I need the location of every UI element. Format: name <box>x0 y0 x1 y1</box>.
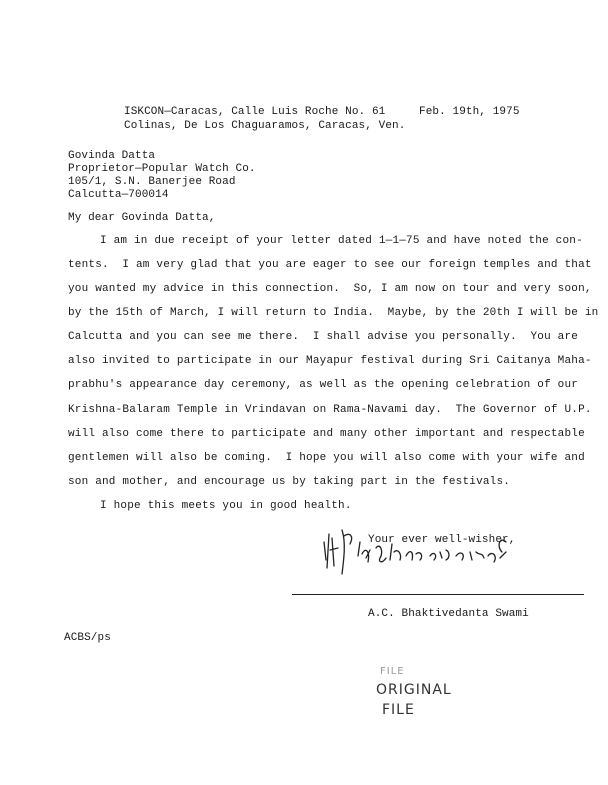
body-line: will also come there to participate and many other important and respectable <box>68 428 585 440</box>
original-file-stamp <box>372 666 452 726</box>
body-line: prabhu's appearance day ceremony, as well as the opening celebration of our <box>68 379 579 391</box>
body-line: Calcutta and you can see me there. I shall advise you personally. You are <box>68 331 579 343</box>
body-line: gentlemen will also be coming. I hope you will also come with your wife and <box>68 452 585 464</box>
closing-phrase: Your ever well-wisher, <box>368 534 516 546</box>
letter-date: Feb. 19th, 1975 <box>419 106 520 118</box>
recipient-street: 105/1, S.N. Banerjee Road <box>68 176 236 188</box>
recipient-name: Govinda Datta <box>68 150 156 162</box>
signature-line <box>292 594 584 595</box>
body-line: I am in due receipt of your letter dated 1—1—75 and have noted the con- <box>100 235 583 247</box>
typist-initials: ACBS/ps <box>64 632 111 644</box>
stamp-line-1: FILE <box>380 666 405 677</box>
signer-name: A.C. Bhaktivedanta Swami <box>368 608 529 620</box>
body-line: by the 15th of March, I will return to India. Maybe, by the 20th I will be in <box>68 307 599 319</box>
body-line: also invited to participate in our Mayapur festival during Sri Caitanya Maha- <box>68 355 592 367</box>
letterhead-address-line-1: ISKCON—Caracas, Calle Luis Roche No. 61 <box>124 106 386 118</box>
salutation: My dear Govinda Datta, <box>68 212 216 224</box>
stamp-line-3: FILE <box>382 702 415 718</box>
recipient-title: Proprietor—Popular Watch Co. <box>68 163 256 175</box>
stamp-line-2: ORIGINAL <box>376 682 452 698</box>
body-line: son and mother, and encourage us by taking part in the festivals. <box>68 476 511 488</box>
body-line: you wanted my advice in this connection. So, I am now on tour and very soon, <box>68 283 592 295</box>
handwritten-signature <box>320 522 510 584</box>
body-line: Krishna-Balaram Temple in Vrindavan on Rama-Navami day. The Governor of U.P. <box>68 404 592 416</box>
body-line: tents. I am very glad that you are eager to see our foreign temples and that <box>68 259 592 271</box>
letterhead-address-line-2: Colinas, De Los Chaguaramos, Caracas, Ven. <box>124 120 406 132</box>
body-closing-line: I hope this meets you in good health. <box>100 500 352 512</box>
recipient-city: Calcutta—700014 <box>68 189 169 201</box>
